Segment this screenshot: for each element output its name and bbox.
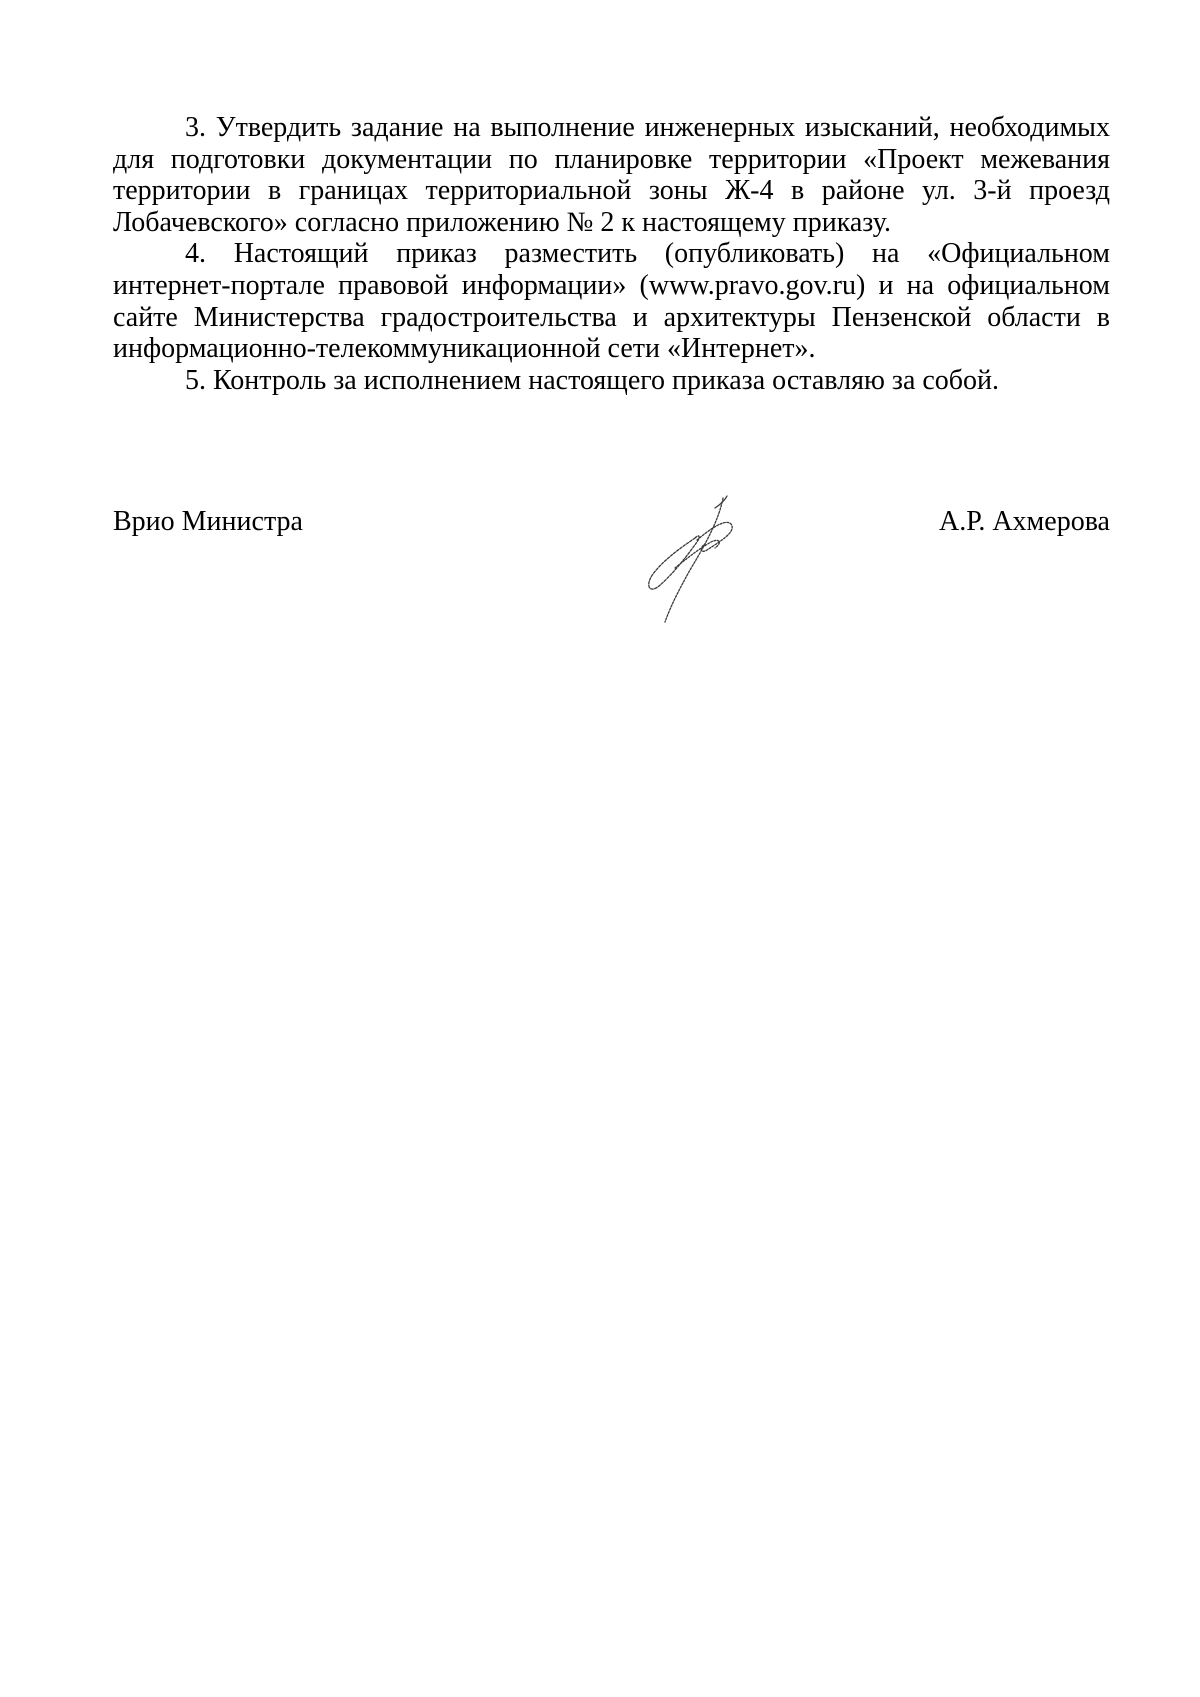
paragraph-3: 3. Утвердить задание на выполнение инженерных изысканий, необходимых для подготовки документации по планировке территории «Проект межевания территории в границах территориальной зоны Ж-4 в районе ул. 3-й проезд Лобачевского» согласно приложению № 2 к настоящему приказу.: [113, 112, 1110, 238]
document-body: [113, 112, 1110, 396]
paragraph-4: 4. Настоящий приказ разместить (опубликовать) на «Официальном интернет-портале правовой информации» (www.pravo.gov.ru) и на официальном сайте Министерства градостроительства и архитектуры Пензенской области в информационно-телекоммуникационной сети «Интернет».: [113, 238, 1110, 365]
paragraph-5: 5. Контроль за исполнением настоящего приказа оставляю за собой.: [185, 364, 1000, 396]
handwritten-signature-icon: [635, 490, 760, 625]
signatory-name: А.Р. Ахмерова: [939, 506, 1110, 537]
signatory-role: Врио Министра: [113, 506, 303, 537]
